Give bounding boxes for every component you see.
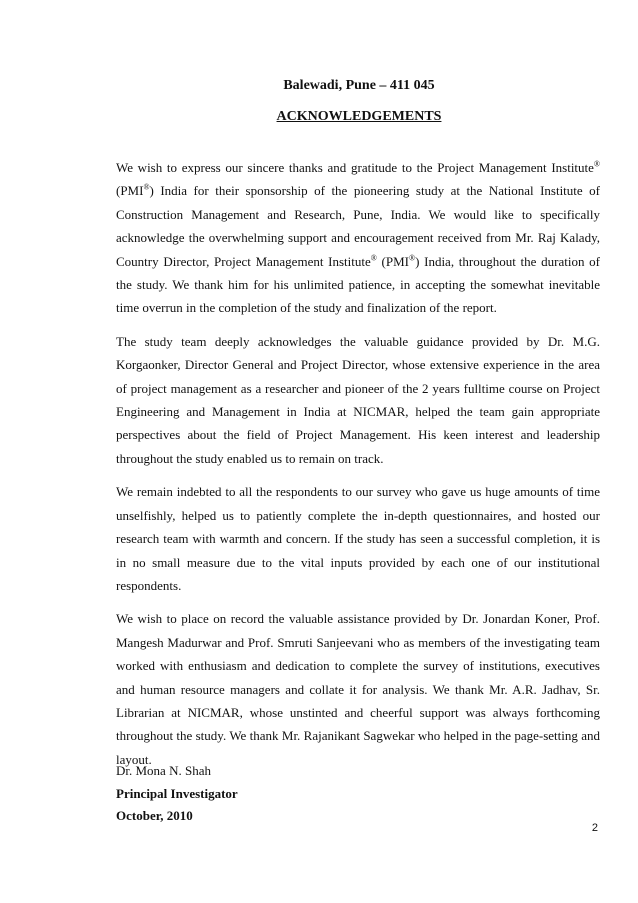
paragraph-1 [116,156,600,320]
paragraph-3: We remain indebted to all the respondents to our survey who gave us huge amounts of time unselfishly, helped us to patiently complete the in-depth questionnaires, and hosted our research team with warmth and concern. If the study has seen a successful completion, it is in no small measure due to the vital inputs provided by each one of our institutional respondents. [116,484,600,593]
signatory-name: Dr. Mona N. Shah [116,763,211,778]
paragraph-2: The study team deeply acknowledges the valuable guidance provided by Dr. M.G. Korgaonker, Director General and Project Director, whose extensive experience in the area of project management as a researcher and pioneer of the 2 years fulltime course on Project Engineering and Management in India at NICMAR, helped the team gain appropriate perspectives about the field of Project Management. His keen interest and leadership throughout the study enabled us to remain on track. [116,333,600,466]
registered-mark: ® [409,253,416,263]
page-number: 2 [591,822,598,834]
registered-mark: ® [370,253,377,263]
registered-mark: ® [143,183,150,193]
registered-mark: ® [593,159,600,169]
header-location: Balewadi, Pune – 411 045 [283,78,435,93]
signature-date: October, 2010 [116,808,193,823]
signature-block [116,760,238,828]
acknowledgement-body [116,156,600,781]
paragraph-1-text-b: (PMI [116,183,144,199]
paragraph-4: We wish to place on record the valuable assistance provided by Dr. Jonardan Koner, Prof. Mangesh Madurwar and Prof. Smruti Sanjeevani who as members of the investigating team worked with enthusiasm and dedication to complete the survey of institutions, executives and human resource managers and collate it for analysis. We thank Mr. A.R. Jadhav, Sr. Librarian at NICMAR, whose unstinted and cheerful support was always forthcoming throughout the study. We thank Mr. Rajanikant Sagwekar who helped in the page-setting and layout. [116,611,600,767]
paragraph-1-text-e: ) India, throughout the duration of the study. We thank him for his unlimited patience, in accepting the somewhat inevitable time overrun in the completion of the study and finalization of the report. [116,253,600,316]
signatory-role: Principal Investigator [116,785,238,801]
page-title: ACKNOWLEDGEMENTS [276,109,442,124]
paragraph-1-text-d: (PMI [376,253,409,269]
paragraph-1-text-c: ) India for their sponsorship of the pioneering study at the National Institute of Construction Management and Research, Pune, India. We would like to specifically acknowledge the overwhelming support and encouragement received from Mr. Raj Kalady, Country Director, Project Management Institute [116,183,600,269]
paragraph-1-text-a: We wish to express our sincere thanks and gratitude to the Project Management Institute [116,160,594,175]
